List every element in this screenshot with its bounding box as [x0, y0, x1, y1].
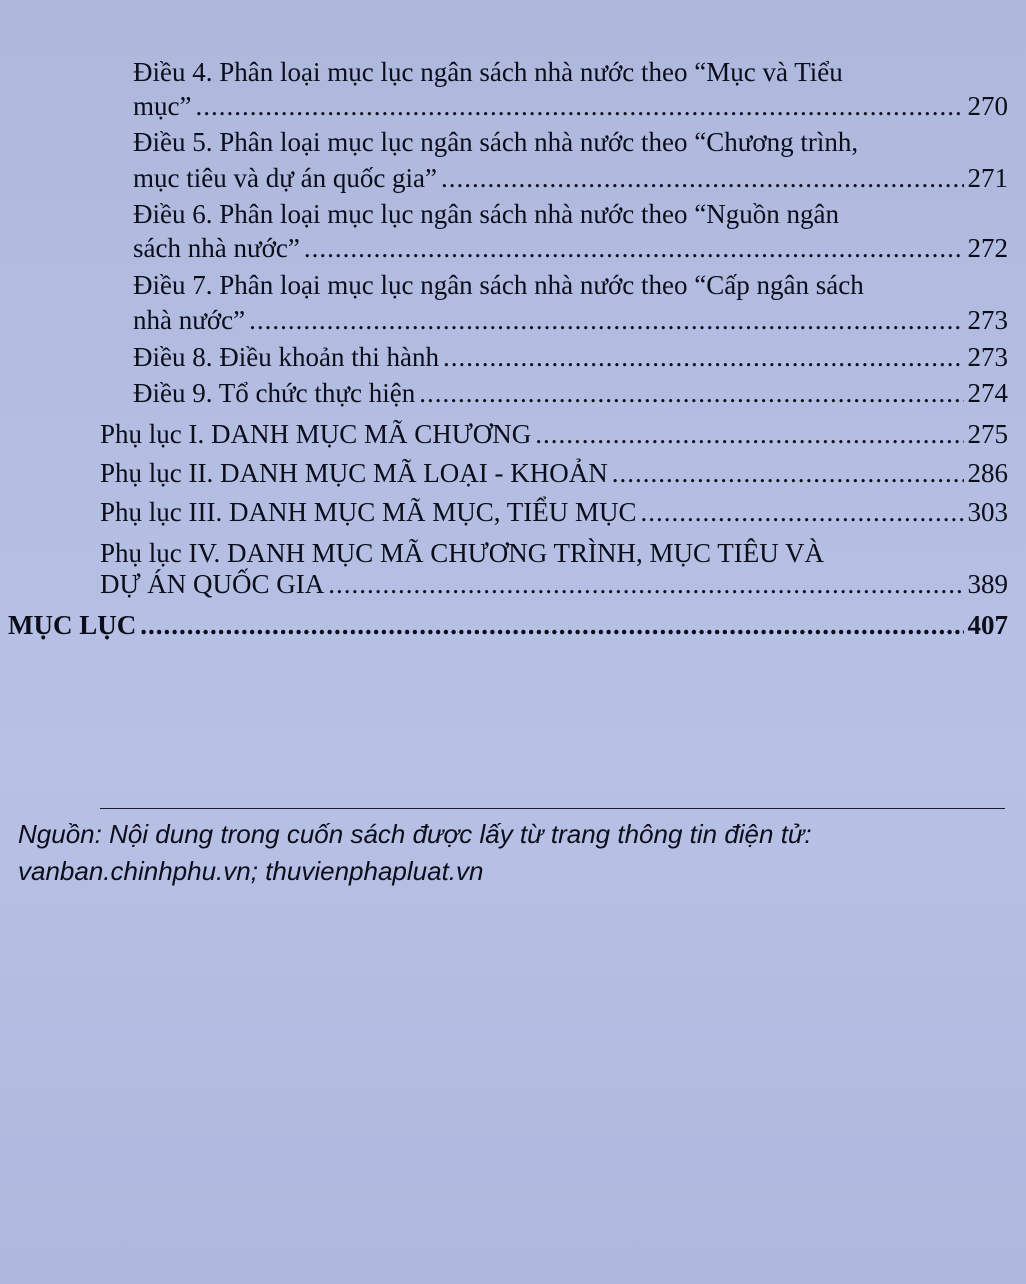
toc-entry-text: Điều 8. Điều khoản thi hành [133, 342, 439, 372]
page-number: 303 [967, 497, 1008, 527]
toc-entry-text: Phụ lục I. DANH MỤC MÃ CHƯƠNG [100, 419, 532, 449]
dot-leader [249, 302, 963, 338]
page-number: 275 [967, 419, 1008, 449]
source-divider [100, 808, 1005, 809]
toc-entry-dieu-4-line1 [133, 54, 945, 90]
toc-entry-text: Phụ lục II. DANH MỤC MÃ LOẠI - KHOẢN [100, 458, 608, 488]
toc-entry-text: sách nhà nước” [133, 233, 300, 263]
toc-entry-text: mục tiêu và dự án quốc gia” [133, 163, 438, 193]
source-note-links: vanban.chinhphu.vn; thuvienphapluat.vn [18, 856, 484, 886]
page-number: 271 [967, 163, 1008, 193]
toc-entry-dieu-5-line1 [133, 124, 945, 160]
toc-entry-text: Phụ lục IV. DANH MỤC MÃ CHƯƠNG TRÌNH, MỤC TIÊU VÀ [100, 538, 824, 568]
toc-entry-muc-luc[interactable] [8, 607, 1008, 643]
page-number: 272 [967, 233, 1008, 263]
toc-entry-phu-luc-4-line2[interactable] [100, 566, 1008, 602]
page-number: 407 [967, 610, 1008, 640]
page-number: 273 [967, 342, 1008, 372]
dot-leader [195, 88, 963, 124]
dot-leader [612, 455, 964, 491]
toc-entry-text: Điều 7. Phân loại mục lục ngân sách nhà nước theo “Cấp ngân sách [133, 270, 864, 300]
toc-entry-dieu-7-line2[interactable] [133, 302, 1008, 338]
page-number: 270 [967, 91, 1008, 121]
toc-entry-dieu-7-line1 [133, 267, 945, 303]
toc-entry-phu-luc-1[interactable] [100, 416, 1008, 452]
dot-leader [140, 607, 963, 643]
page-number: 389 [967, 569, 1008, 599]
toc-entry-text: nhà nước” [133, 305, 246, 335]
toc-entry-text: DỰ ÁN QUỐC GIA [100, 569, 325, 599]
toc-entry-text: Điều 5. Phân loại mục lục ngân sách nhà nước theo “Chương trình, [133, 127, 859, 157]
toc-entry-dieu-6-line1 [133, 196, 945, 232]
page-number: 273 [967, 305, 1008, 335]
dot-leader [328, 566, 963, 602]
page-number: 286 [967, 458, 1008, 488]
toc-entry-dieu-4-line2[interactable] [133, 88, 1008, 124]
toc-entry-text: Phụ lục III. DANH MỤC MÃ MỤC, TIỂU MỤC [100, 497, 637, 527]
toc-entry-text: MỤC LỤC [8, 610, 137, 640]
toc-entry-text: mục” [133, 91, 192, 121]
page-number: 274 [967, 378, 1008, 408]
toc-entry-phu-luc-2[interactable] [100, 455, 1008, 491]
toc-entry-dieu-8[interactable] [133, 339, 1008, 375]
toc-entry-dieu-5-line2[interactable] [133, 160, 1008, 196]
toc-entry-text: Điều 6. Phân loại mục lục ngân sách nhà nước theo “Nguồn ngân [133, 199, 839, 229]
dot-leader [641, 494, 964, 530]
toc-entry-text: Điều 9. Tổ chức thực hiện [133, 378, 416, 408]
dot-leader [535, 416, 963, 452]
toc-entry-dieu-9[interactable] [133, 375, 1008, 411]
source-note-line2 [18, 852, 1006, 890]
dot-leader [443, 339, 964, 375]
source-note-line1 [18, 815, 1006, 853]
dot-leader [419, 375, 963, 411]
toc-entry-dieu-6-line2[interactable] [133, 230, 1008, 266]
source-note-text: Nguồn: Nội dung trong cuốn sách được lấy từ trang thông tin điện tử: [18, 819, 812, 849]
dot-leader [441, 160, 963, 196]
toc-entry-phu-luc-3[interactable] [100, 494, 1008, 530]
dot-leader [304, 230, 964, 266]
toc-entry-text: Điều 4. Phân loại mục lục ngân sách nhà nước theo “Mục và Tiểu [133, 57, 843, 87]
